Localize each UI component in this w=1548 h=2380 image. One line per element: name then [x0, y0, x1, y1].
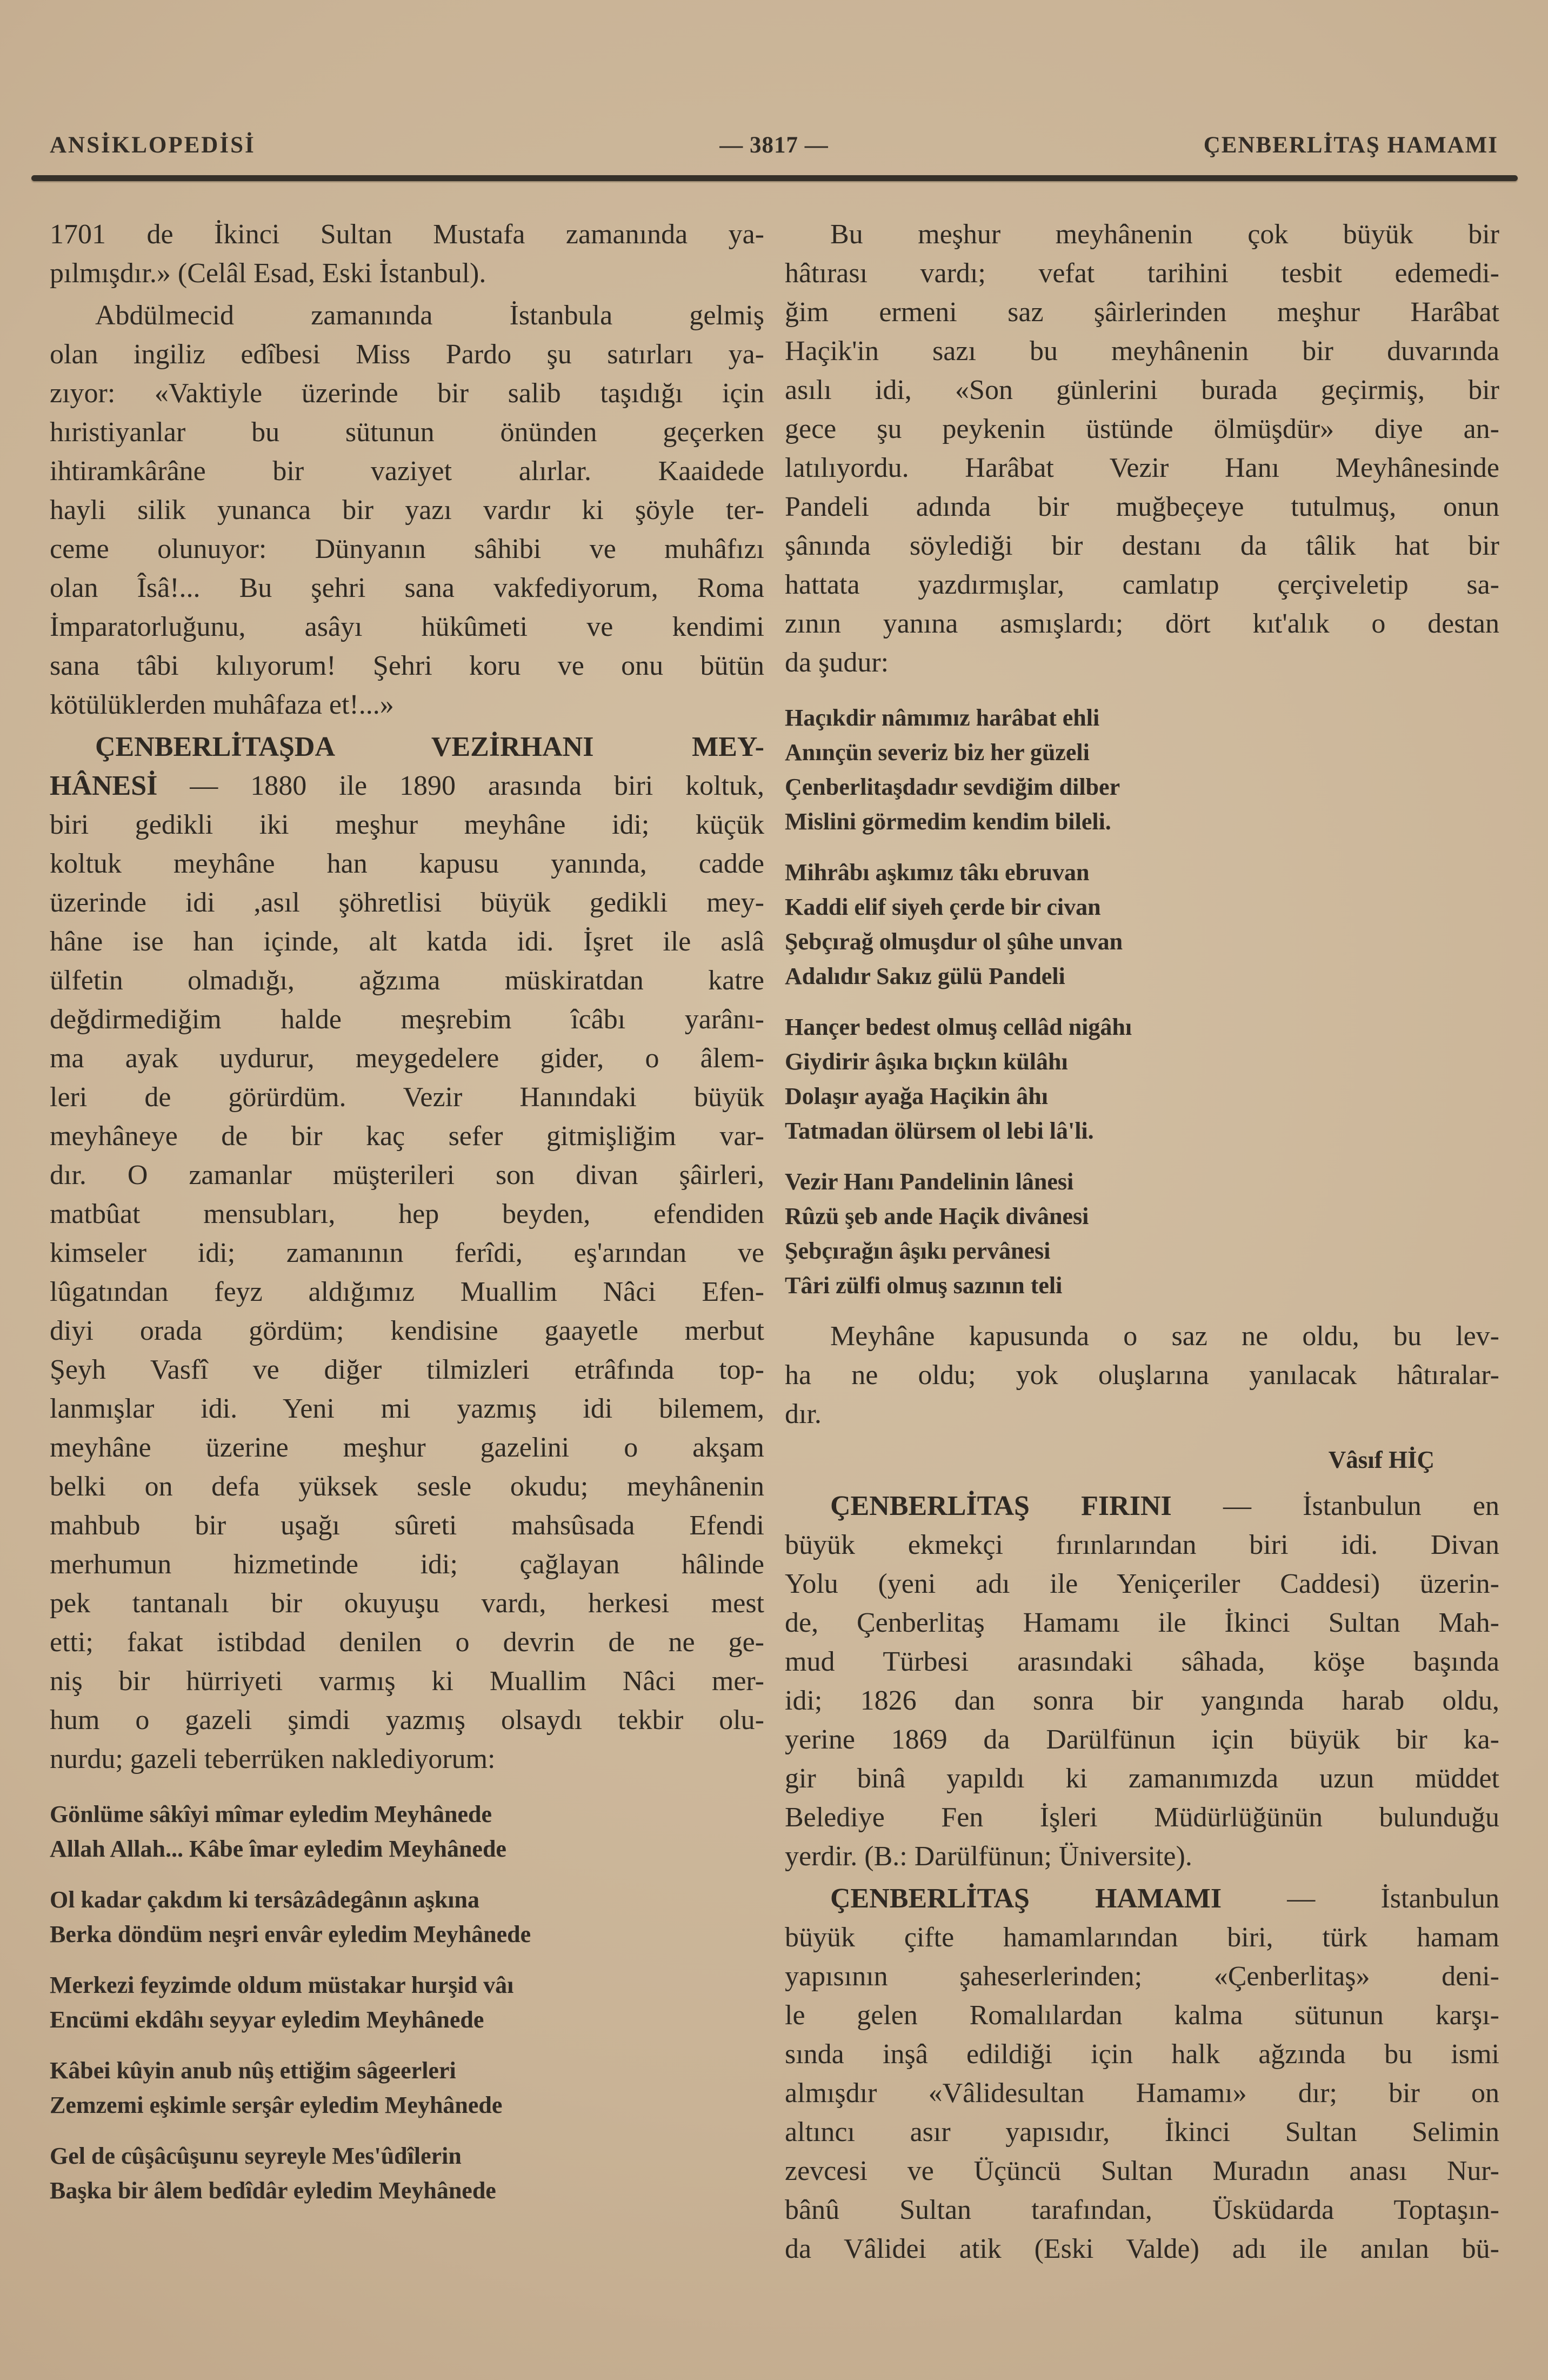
paragraph: [50, 728, 764, 1779]
verse-line: Zemzemi eşkimle serşâr eyledim Meyhânede: [50, 2092, 503, 2118]
header-rule: [31, 175, 1518, 181]
text-line: da şudur:: [785, 647, 889, 678]
verse-line: Rûzü şeb ande Haçik divânesi: [785, 1203, 1089, 1229]
paragraph: [785, 1317, 1499, 1434]
text-line: ülfetin olmadığı, ağzıma müskiratdan katre: [50, 965, 764, 996]
verse-line: Berka döndüm neşri envâr eyledim Meyhânede: [50, 1921, 531, 1947]
paragraph: [785, 1879, 1499, 2269]
text-line: kötülüklerden muhâfaza et!...»: [50, 689, 394, 720]
verse-line: Târi zülfi olmuş sazının teli: [785, 1272, 1063, 1299]
verse-line: Gönlüme sâkîyi mîmar eyledim Meyhânede: [50, 1801, 492, 1827]
text-line: nurdu; gazeli teberrüken naklediyorum:: [50, 1744, 496, 1774]
text-line: asılı idi, «Son günlerini burada geçirmiş, bir: [785, 375, 1499, 405]
text-line: 1701 de İkinci Sultan Mustafa zamanında ya-: [50, 219, 764, 250]
verse-line: Ol kadar çakdım ki tersâzâdegânın aşkına: [50, 1886, 479, 1913]
text-line: ÇENBERLİTAŞ HAMAMI — İstanbulun: [830, 1883, 1500, 1914]
verse-line: Dolaşır ayağa Haçikin âhı: [785, 1083, 1048, 1109]
verse-stanza: [785, 701, 1499, 839]
text-line: zevcesi ve Üçüncü Sultan Muradın anası Nur-: [785, 2156, 1499, 2186]
verse-stanza: [785, 855, 1499, 994]
verse-stanza: [50, 1883, 764, 1952]
text-line: de, Çenberlitaş Hamamı ile İkinci Sultan Mah-: [785, 1607, 1499, 1638]
verse-stanza: [50, 2053, 764, 2123]
text-line: kimseler idi; zamanının ferîdi, eş'arından ve: [50, 1238, 764, 1268]
verse-stanza: [50, 1797, 764, 1866]
verse-line: Kaddi elif siyeh çerde bir civan: [785, 894, 1101, 920]
verse-stanza: [50, 1968, 764, 2037]
text-line: Haçik'in sazı bu meyhânenin bir duvarında: [785, 336, 1499, 367]
text-line: merhumun hizmetinde idi; çağlayan hâlinde: [50, 1549, 764, 1580]
verse-line: Mihrâbı aşkımız tâkı ebruvan: [785, 859, 1090, 886]
text-line: dır.: [785, 1399, 822, 1430]
text-line: ğim ermeni saz şâirlerinden meşhur Harâbat: [785, 297, 1499, 328]
text-line: hâne ise han içinde, alt katda idi. İşret ile aslâ: [50, 926, 764, 957]
verse-line: Encümi ekdâhı seyyar eyledim Meyhânede: [50, 2006, 484, 2033]
paragraph: [50, 215, 764, 293]
text-line: hıristiyanlar bu sütunun önünden geçerken: [50, 417, 764, 448]
text-line: mud Türbesi arasındaki sâhada, köşe başında: [785, 1646, 1499, 1677]
text-line: pek tantanalı bir okuyuşu vardı, herkesi mest: [50, 1588, 764, 1619]
entry-title: HÂNESİ: [50, 770, 158, 801]
verse-stanza: [785, 1010, 1499, 1148]
text-line: etti; fakat istibdad denilen o devrin de ne ge-: [50, 1627, 764, 1658]
text-line: Yolu (yeni adı ile Yeniçeriler Caddesi) üzerin-: [785, 1568, 1499, 1599]
text-line: Şeyh Vasfî ve diğer tilmizleri etrâfında top-: [50, 1354, 764, 1385]
verse-line: Giydirir âşıka bıçkın külâhı: [785, 1048, 1068, 1075]
paragraph: [785, 1487, 1499, 1876]
text-line: İmparatorluğunu, asâyı hükûmeti ve kendimi: [50, 611, 764, 642]
text-line: Meyhâne kapusunda o saz ne oldu, bu lev-: [830, 1321, 1499, 1352]
verse-line: Anınçün severiz biz her güzeli: [785, 739, 1090, 766]
verse-line: Merkezi feyzimde oldum müstakar hurşid vâı: [50, 1972, 514, 1998]
text-line: gece şu peykenin üstünde ölmüşdür» diye an-: [785, 414, 1499, 444]
verse-line: Adalıdır Sakız gülü Pandeli: [785, 963, 1065, 989]
signature: Vâsıf HİÇ: [1328, 1446, 1434, 1473]
text-line: değdirmediğim halde meşrebim îcâbı yarânı-: [50, 1004, 764, 1035]
text-line: Pandeli adında bir muğbeçeye tutulmuş, onun: [785, 491, 1499, 522]
verse-line: Şebçırağ olmuşdur ol şûhe unvan: [785, 928, 1123, 955]
text-line: şânında söylediği bir destanı da tâlik hat bir: [785, 530, 1499, 561]
text-line: dır. O zamanlar müşterileri son divan şâirleri,: [50, 1160, 764, 1191]
verse-line: Hançer bedest olmuş cellâd nigâhı: [785, 1014, 1132, 1040]
column-right: [785, 215, 1499, 2269]
verse-line: Mislini görmedim kendim bileli.: [785, 808, 1111, 835]
entry-title: ÇENBERLİTAŞ FIRINI: [830, 1491, 1172, 1521]
text-line: bânû Sultan tarafından, Üsküdarda Toptaşın-: [785, 2195, 1499, 2225]
text-line: üzerinde idi ,asıl şöhretlisi büyük gedikli mey-: [50, 887, 764, 918]
text-line: Abdülmecid zamanında İstanbula gelmiş: [95, 300, 764, 331]
entry-title: ÇENBERLİTAŞ HAMAMI: [830, 1883, 1222, 1914]
verse-line: Şebçırağın âşıkı pervânesi: [785, 1238, 1051, 1264]
text-line: meyhâne üzerine meşhur gazelini o akşam: [50, 1432, 764, 1463]
text-line: matbûat mensubları, hep beyden, efendiden: [50, 1199, 764, 1229]
verse-line: Başka bir âlem bedîdâr eyledim Meyhânede: [50, 2177, 496, 2204]
text-line: ha ne oldu; yok oluşlarına yanılacak hâtıralar-: [785, 1360, 1499, 1391]
text-line: yapısının şaheserlerinden; «Çenberlitaş» deni-: [785, 1961, 1499, 1992]
text-line: zıyor: «Vaktiyle üzerinde bir salib taşıdığı için: [50, 378, 764, 409]
text-line: idi; 1826 dan sonra bir yangında harab oldu,: [785, 1685, 1499, 1716]
verse-stanza: [785, 1165, 1499, 1303]
text-line: zının yanına asmışlardı; dört kıt'alık o destan: [785, 608, 1499, 639]
text-line: hattata yazdırmışlar, camlatıp çerçiveletip sa-: [785, 569, 1499, 600]
verse-stanza: [50, 2139, 764, 2208]
text-line: HÂNESİ — 1880 ile 1890 arasında biri koltuk,: [50, 770, 764, 801]
text-line: pılmışdır.» (Celâl Esad, Eski İstanbul).: [50, 258, 486, 289]
text-line: Belediye Fen İşleri Müdürlüğünün bulunduğu: [785, 1802, 1499, 1833]
header-right-title: ÇENBERLİTAŞ HAMAMI: [1203, 132, 1498, 158]
verse-line: Kâbei kûyin anub nûş ettiğim sâgeerleri: [50, 2057, 456, 2084]
text-line: büyük ekmekçi fırınlarından biri idi. Divan: [785, 1530, 1499, 1560]
text-line: [50, 728, 764, 767]
text-line: niş bir hürriyeti varmış ki Muallim Nâci mer-: [50, 1666, 764, 1697]
text-line: sında inşâ edildiği için halk ağzında bu ismi: [785, 2039, 1499, 2070]
text-line: koltuk meyhâne han kapusu yanında, cadde: [50, 848, 764, 879]
verse-line: Tatmadan ölürsem ol lebi lâ'li.: [785, 1118, 1094, 1144]
verse-line: Gel de cûşâcûşunu seyreyle Mes'ûdîlerin: [50, 2143, 462, 2169]
text-line: biri gedikli iki meşhur meyhâne idi; küçük: [50, 809, 764, 840]
text-line: leri de görürdüm. Vezir Hanındaki büyük: [50, 1082, 764, 1113]
text-line: olan Îsâ!... Bu şehri sana vakfediyorum, Roma: [50, 573, 764, 603]
text-line: ÇENBERLİTAŞ FIRINI — İstanbulun en: [830, 1491, 1499, 1521]
text-line: belki on defa yüksek sesle okudu; meyhânenin: [50, 1471, 764, 1502]
text-line: hum o gazeli şimdi yazmış olsaydı tekbir olu-: [50, 1705, 764, 1736]
text-line: sana tâbi kılıyorum! Şehri koru ve onu bütün: [50, 650, 764, 681]
text-line: hayli silik yunanca bir yazı vardır ki şöyle ter-: [50, 495, 764, 526]
text-line: olan ingiliz edîbesi Miss Pardo şu satırları ya-: [50, 339, 764, 370]
text-line: ma ayak uydurur, meygedelere gider, o âlem-: [50, 1043, 764, 1074]
text-line: yerdir. (B.: Darülfünun; Üniversite).: [785, 1841, 1192, 1872]
text-line: gir binâ yapıldı ki zamanımızda uzun müddet: [785, 1763, 1499, 1794]
text-line: hâtırası vardı; vefat tarihini tesbit edemedi-: [785, 258, 1499, 289]
verse-line: Çenberlitaşdadır sevdiğim dilber: [785, 774, 1120, 800]
text-line: lûgatından feyz aldığımız Muallim Nâci Efen-: [50, 1277, 764, 1307]
text-line: latılıyordu. Harâbat Vezir Hanı Meyhânesinde: [785, 453, 1499, 483]
text-line: mahbub bir uşağı sûreti mahsûsada Efendi: [50, 1510, 764, 1541]
paragraph: [785, 215, 1499, 682]
text-line: yerine 1869 da Darülfünun için büyük bir ka-: [785, 1724, 1499, 1755]
text-line: diyi orada gördüm; kendisine gaayetle merbut: [50, 1315, 764, 1346]
verse-line: Haçıkdir nâmımız harâbat ehli: [785, 704, 1100, 731]
paragraph: [50, 296, 764, 724]
page-header: [50, 132, 1498, 158]
text-line: almışdır «Vâlidesultan Hamamı» dır; bir on: [785, 2078, 1499, 2109]
text-line: ihtiramkârâne bir vaziyet alırlar. Kaaidede: [50, 456, 764, 487]
text-line: meyhâneye de bir kaç sefer gitmişliğim var-: [50, 1121, 764, 1152]
text-line: büyük çifte hamamlarından biri, türk hamam: [785, 1922, 1499, 1953]
entry-title: ÇENBERLİTAŞDA VEZİRHANI MEY-: [95, 732, 764, 762]
text-line: altıncı asır yapısıdır, İkinci Sultan Selimin: [785, 2117, 1499, 2148]
text-line: ceme olunuyor: Dünyanın sâhibi ve muhâfızı: [50, 534, 764, 564]
verse-line: Vezir Hanı Pandelinin lânesi: [785, 1168, 1074, 1195]
text-line: le gelen Romalılardan kalma sütunun karşı-: [785, 2000, 1499, 2031]
header-left-title: ANSİKLOPEDİSİ: [50, 132, 256, 158]
text-line: lanmışlar idi. Yeni mi yazmış idi bilemem,: [50, 1393, 764, 1424]
text-line: da Vâlidei atik (Eski Valde) adı ile anılan bü-: [785, 2233, 1499, 2264]
page-number: — 3817 —: [719, 132, 829, 158]
text-line: Bu meşhur meyhânenin çok büyük bir: [830, 219, 1499, 250]
column-left: [50, 215, 764, 2208]
verse-line: Allah Allah... Kâbe îmar eyledim Meyhânede: [50, 1836, 506, 1862]
